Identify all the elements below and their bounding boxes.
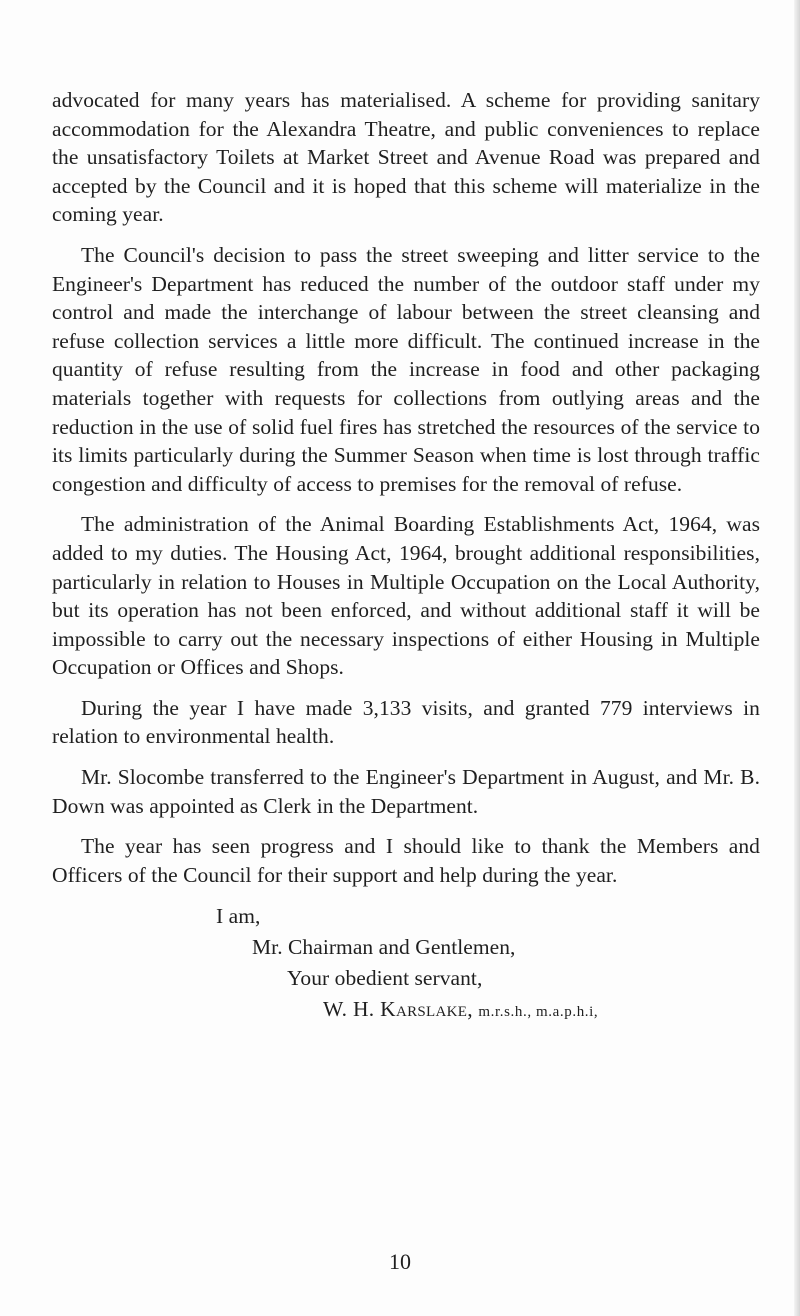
closing-obedient-servant: Your obedient servant,	[287, 966, 483, 991]
letter-body	[52, 86, 760, 1028]
paragraph-animal-boarding: The administration of the Animal Boarding Establishments Act, 1964, was added to my duties. The Housing Act, 1964, brought additional responsibilities, particularly in relation to Houses in Multiple Occupation on the Local Authority, but its operation has not been enforced, and without additional staff it will be impossible to carry out the necessary inspections of either Housing in Multiple Occupation or Offices and Shops.	[52, 512, 760, 680]
paragraph-visits: During the year I have made 3,133 visits, and granted 779 interviews in relation to environmental health.	[52, 695, 760, 749]
page-edge-shadow	[794, 0, 800, 1316]
page-number: 10	[389, 1249, 411, 1274]
paragraph-street-sweeping: The Council's decision to pass the street sweeping and litter service to the Engineer's Department has reduced the number of the outdoor staff under my control and made the interchange of labour between the street cleansing and refuse collection services a little more difficult. The continued increase in the quantity of refuse resulting from the increase in food and other packaging materials together with requests for collections from outlying areas and the reduction in the use of solid fuel fires has stretched the resources of the service to its limits particularly during the Summer Season when time is lost through traffic congestion and difficulty of access to premises for the removal of refuse.	[52, 242, 760, 496]
signature-name: W. H. Karslake,	[323, 997, 473, 1022]
closing-i-am: I am,	[216, 904, 261, 929]
paragraph-sanitary-scheme: advocated for many years has materialised. A scheme for providing sanitary accommodation for the Alexandra Theatre, and public conveniences to replace the unsatisfactory Toilets at Market Street and Avenue Road was prepared and accepted by the Council and it is hoped that this scheme will materialize in the coming year.	[52, 88, 760, 227]
signature	[52, 994, 760, 1028]
signature-qualifications: m.r.s.h., m.a.p.h.i,	[478, 1004, 599, 1021]
paragraph-thanks: The year has seen progress and I should like to thank the Members and Officers of the Council for their support and help during the year.	[52, 834, 760, 887]
paragraph-staff-changes: Mr. Slocombe transferred to the Engineer's Department in August, and Mr. B. Down was appointed as Clerk in the Department.	[52, 765, 760, 818]
closing-salutation: Mr. Chairman and Gentlemen,	[252, 935, 516, 960]
